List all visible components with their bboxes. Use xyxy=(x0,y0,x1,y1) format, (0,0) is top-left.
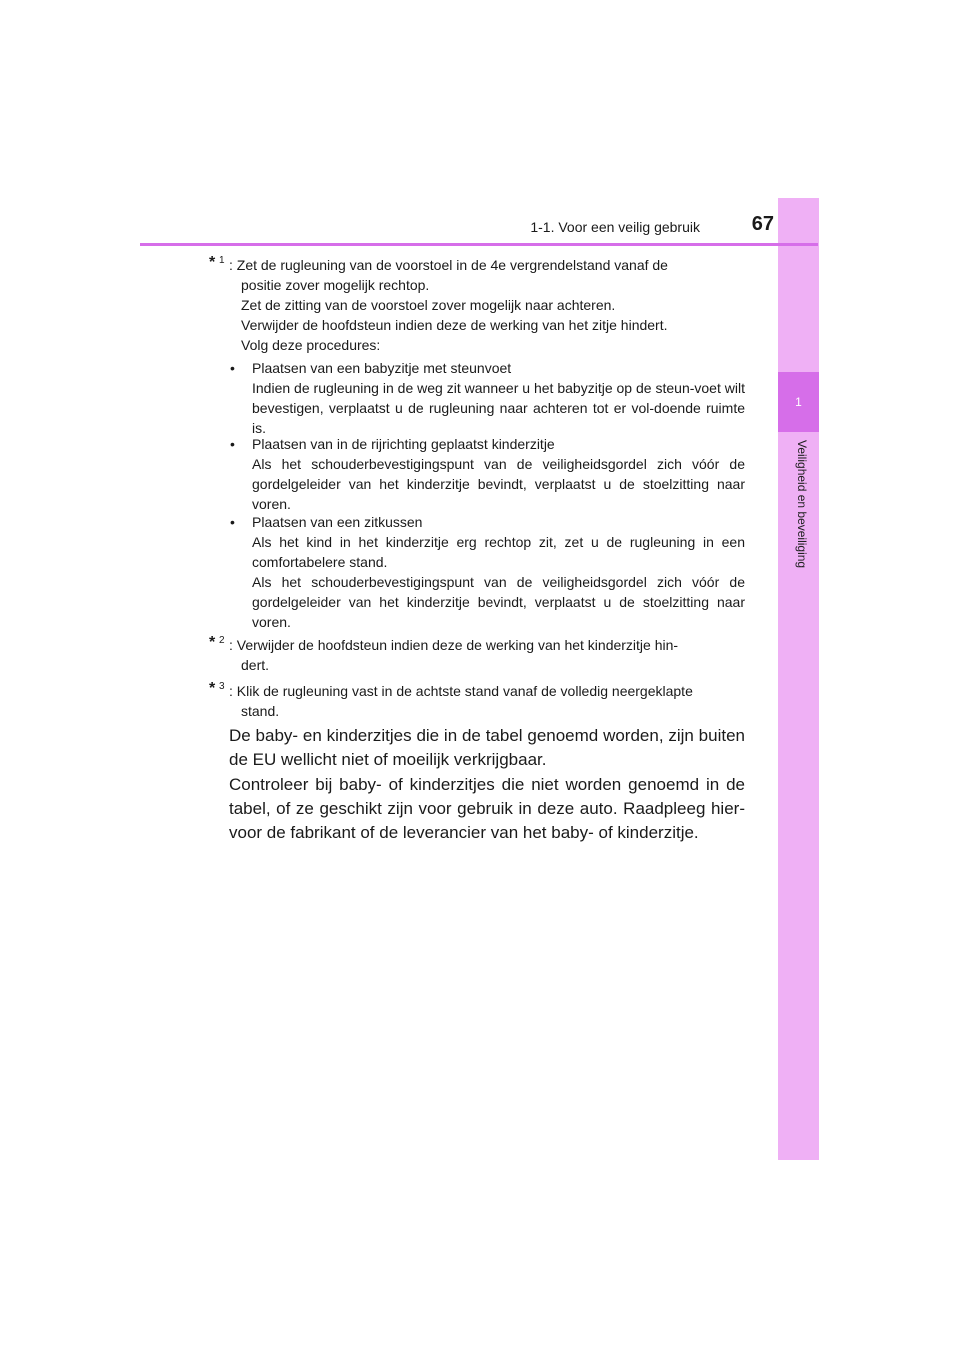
chapter-number-tab xyxy=(778,372,819,432)
bullet-item xyxy=(230,358,745,438)
bullet-body: Als het schouderbevestigingspunt van de veiligheidsgordel zich vóór de gordelgeleider van het kinderzitje bevindt, verplaatst u de stoelzitting naar voren. xyxy=(252,574,745,630)
footnote-1 xyxy=(209,254,745,355)
footnote-asterisk: * xyxy=(209,254,216,271)
chapter-title: Veiligheid en beveiliging xyxy=(795,440,809,569)
footnote-lead: : Klik de rugleuning vast in de achtste stand vanaf de volledig neergeklapte xyxy=(229,683,693,699)
body-paragraph: Controleer bij baby- of kinderzitjes die niet worden genoemd in de tabel, of ze geschikt zijn voor gebruik in deze auto. Raadpleeg hier-voor de fabrikant of de leverancier van het baby- of kinderzitje. xyxy=(229,775,745,842)
bullet-body: Als het schouderbevestigingspunt van de veiligheidsgordel zich vóór de gordelgeleider van het kinderzitje bevindt, verplaatst u de stoelzitting naar voren. xyxy=(252,456,745,512)
footnote-3 xyxy=(209,680,745,721)
footnote-lead: : Zet de rugleuning van de voorstoel in de 4e vergrendelstand vanaf de xyxy=(229,257,668,273)
bullet-body: Indien de rugleuning in de weg zit wanneer u het babyzitje op de steun-voet wilt bevestigen, verplaatst u de rugleuning naar achteren tot er vol-doende ruimte is. xyxy=(252,380,745,436)
footnote-line: Volg deze procedures: xyxy=(241,337,381,353)
bullet-dot: • xyxy=(230,514,235,530)
footnote-line: Zet de zitting van de voorstoel zover mogelijk naar achteren. xyxy=(241,297,616,313)
chapter-number: 1 xyxy=(795,395,802,409)
bullet-body: Als het kind in het kinderzitje erg rechtop zit, zet u de rugleuning in een comfortabelere stand. xyxy=(252,534,745,570)
header-rule xyxy=(140,243,818,246)
footnote-number: 2 xyxy=(219,635,225,646)
body-paragraph: De baby- en kinderzitjes die in de tabel genoemd worden, zijn buiten de EU wellicht niet of moeilijk verkrijgbaar. xyxy=(229,726,745,769)
footnote-line: Verwijder de hoofdsteun indien deze de werking van het zitje hindert. xyxy=(241,317,668,333)
bullet-dot: • xyxy=(230,436,235,452)
bullet-title: Plaatsen van een zitkussen xyxy=(252,514,423,530)
bullet-item xyxy=(230,512,745,632)
chapter-side-tab xyxy=(778,198,819,1160)
page-number: 67 xyxy=(751,213,774,235)
section-title: 1-1. Voor een veilig gebruik xyxy=(530,219,700,235)
footnote-asterisk: * xyxy=(209,634,216,651)
bullet-dot: • xyxy=(230,360,235,376)
bullet-item xyxy=(230,434,745,514)
bullet-title: Plaatsen van een babyzitje met steunvoet xyxy=(252,360,512,376)
footnote-asterisk: * xyxy=(209,680,216,697)
footnote-number: 3 xyxy=(219,681,225,692)
footnote-line: stand. xyxy=(241,703,280,719)
footnote-2 xyxy=(209,634,745,675)
footnote-line: dert. xyxy=(241,657,270,673)
footnote-line: positie zover mogelijk rechtop. xyxy=(241,277,430,293)
footnote-number: 1 xyxy=(219,255,225,266)
bullet-title: Plaatsen van in de rijrichting geplaatst kinderzitje xyxy=(252,436,555,452)
footnote-lead: : Verwijder de hoofdsteun indien deze de werking van het kinderzitje hin- xyxy=(229,637,679,653)
